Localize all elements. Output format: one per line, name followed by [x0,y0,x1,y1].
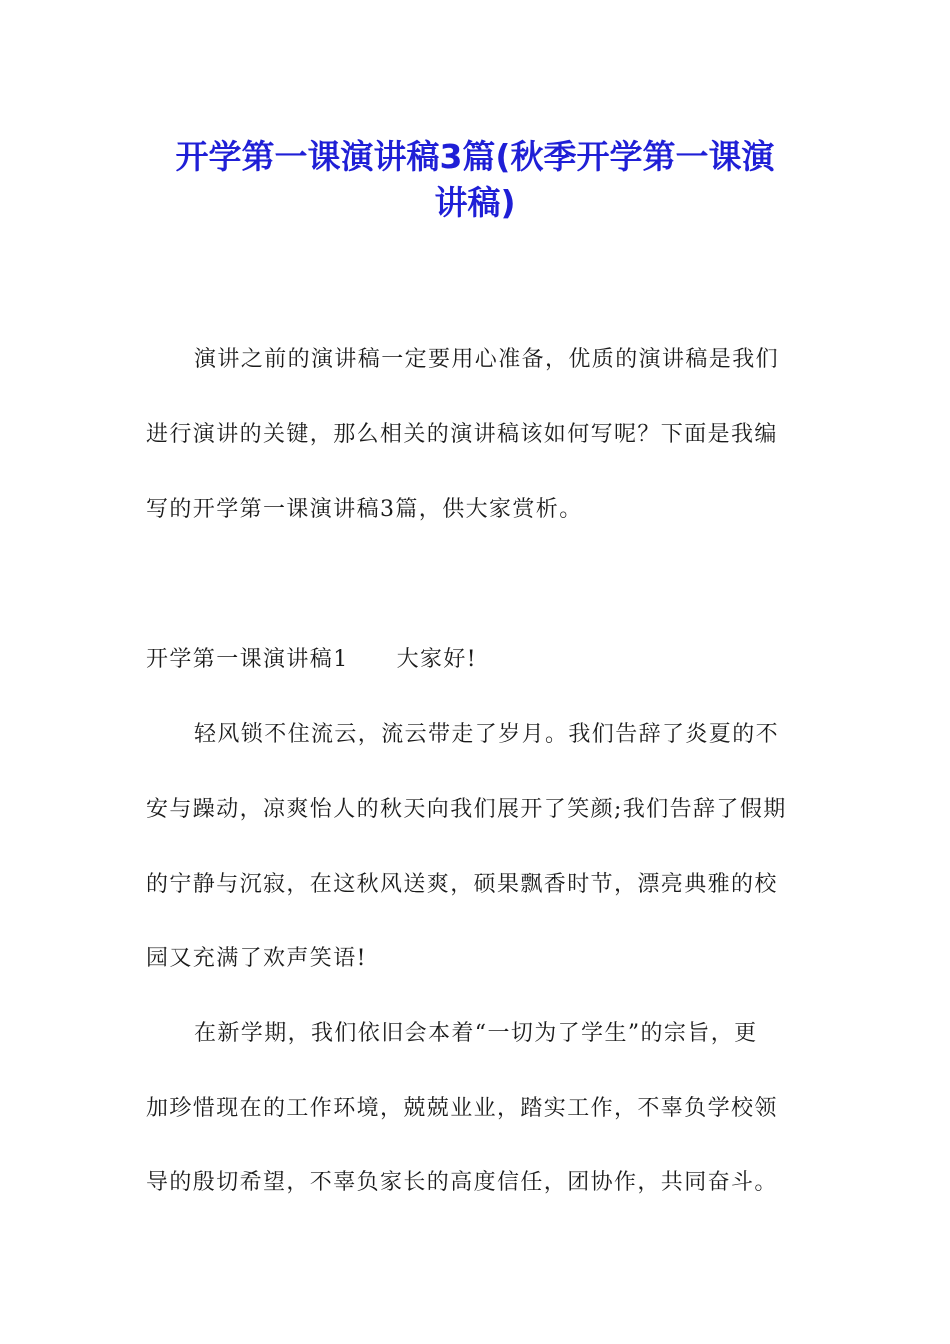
intro-line-2: 进行演讲的关键，那么相关的演讲稿该如何写呢？下面是我编 [146,422,778,447]
para1-line-4: 园又充满了欢声笑语! [146,946,367,971]
document-title-line-2: 讲稿) [434,183,516,222]
section-heading: 开学第一课演讲稿1 [146,647,349,672]
intro-line-1: 演讲之前的演讲稿一定要用心准备，优质的演讲稿是我们 [194,347,780,372]
section-heading-row [146,649,477,671]
section-greeting: 大家好! [396,647,478,672]
para1-line-1: 轻风锁不住流云，流云带走了岁月。我们告辞了炎夏的不 [194,722,780,747]
document-title-line-1: 开学第一课演讲稿3篇(秋季开学第一课演 [175,137,775,176]
para1-line-2: 安与躁动，凉爽怡人的秋天向我们展开了笑颜;我们告辞了假期 [146,797,787,822]
intro-line-3: 写的开学第一课演讲稿3篇，供大家赏析。 [146,497,583,522]
para2-line-2: 加珍惜现在的工作环境，兢兢业业，踏实工作，不辜负学校领 [146,1096,778,1121]
para1-line-3: 的宁静与沉寂，在这秋风送爽，硕果飘香时节，漂亮典雅的校 [146,872,778,897]
para2-line-3: 导的殷切希望，不辜负家长的高度信任，团协作，共同奋斗。 [146,1170,778,1195]
para2-line-1: 在新学期，我们依旧会本着“一切为了学生”的宗旨，更 [194,1021,758,1046]
